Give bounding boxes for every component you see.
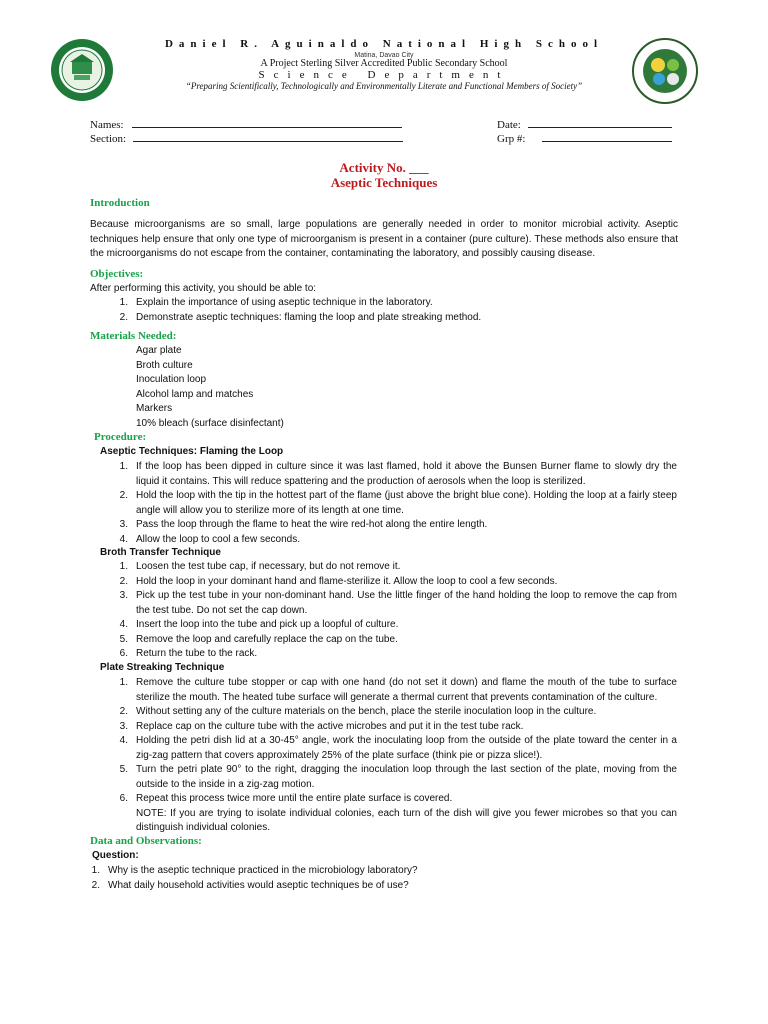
list-item: 1. Remove the culture tube stopper or cap with one hand (do not set it down) and flame the mouth of the tube to surface sterilize the mouth. The heated tube surface will generate a thermal current that prevents contamination of the culture. (119, 677, 677, 703)
school-accreditation: A Project Sterling Silver Accredited Public Secondary School (260, 58, 508, 69)
question-label: Question: (92, 850, 139, 861)
list-item: 2. What daily household activities would aseptic techniques be of use? (91, 879, 409, 891)
questions-list (91, 864, 668, 893)
activity-title: Aseptic Techniques (330, 175, 438, 190)
date-field[interactable] (497, 118, 672, 131)
flaming-subheading: Aseptic Techniques: Flaming the Loop (100, 446, 284, 457)
plate-steps (119, 676, 677, 836)
school-city: Matina, Davao City (354, 52, 414, 59)
list-item: 6. Return the tube to the rack. (119, 648, 258, 659)
list-item: 2. Without setting any of the culture materials on the bench, place the sterile inoculation loop in the culture. (119, 706, 597, 717)
objectives-lead: After performing this activity, you should be able to: (90, 283, 317, 294)
list-item: 10% bleach (surface disinfectant) (136, 417, 284, 429)
group-line[interactable] (542, 132, 672, 142)
list-item: 5. Remove the loop and carefully replace the cap on the tube. (119, 633, 398, 645)
data-heading: Data and Observations: (90, 835, 202, 847)
list-item: 2. Demonstrate aseptic techniques: flaming the loop and plate streaking method. (119, 311, 482, 323)
introduction-heading: Introduction (90, 197, 150, 209)
group-field[interactable] (497, 132, 672, 145)
list-item: Agar plate (136, 345, 182, 356)
broth-subheading: Broth Transfer Technique (100, 547, 221, 558)
list-item: 3. Pick up the test tube in your non-dominant hand. Use the little finger of the hand holding the loop to remove the cap from the test tube. Do not set the cap down. (119, 590, 677, 616)
list-item: 4. Allow the loop to cool a few seconds. (119, 533, 300, 545)
broth-steps (119, 560, 677, 662)
materials-heading: Materials Needed: (90, 330, 177, 342)
department-name: Science Department (258, 69, 510, 81)
school-motto: “Preparing Scientifically, Technologically and Environmentally Literate and Functional Members of Society” (185, 81, 583, 91)
list-item: Markers (136, 403, 173, 414)
list-item: 4. Holding the petri dish lid at a 30-45° angle, work the inoculating loop from the outside of the plate toward the center in a zig-zag pattern that covers approximately 25% of the plate surface (think pie or pizza slice!). (119, 735, 677, 761)
list-item: 3. Pass the loop through the flame to heat the wire red-hot along the entire length. (119, 519, 488, 530)
group-label: Grp #: (497, 133, 526, 145)
list-item: Inoculation loop (136, 374, 207, 385)
introduction-text: Because microorganisms are so small, large populations are generally needed in order to monitor microbial activity. Aseptic techniques help ensure that only one type of microorganism is present in a container (pure culture). These methods also ensure that the microorganisms do not escape from the container, contaminating the laboratory, and possibly causing disease. (90, 219, 678, 259)
list-item: 2. Hold the loop with the tip in the hottest part of the flame (just above the bright blue cone). Holding the loop at a fairly steep angle will allow you to sterilize more of its length at one time. (119, 490, 677, 516)
date-line[interactable] (528, 118, 672, 128)
names-field[interactable] (90, 118, 402, 131)
list-item: 1. Loosen the test tube cap, if necessary, but do not remove it. (119, 561, 401, 572)
list-item: 6. Repeat this process twice more until the entire plate surface is covered. (119, 793, 453, 804)
list-item: 3. Replace cap on the culture tube with the active microbes and put it in the test tube rack. (119, 720, 524, 732)
plate-subheading: Plate Streaking Technique (100, 662, 225, 673)
objectives-list (119, 296, 676, 325)
list-item: 5. Turn the petri plate 90° to the right, dragging the inoculation loop through the last section of the plate, moving from the outside to the inside in a zig-zag motion. (119, 764, 677, 790)
date-label: Date: (497, 119, 521, 131)
activity-number: Activity No. ___ (339, 160, 429, 175)
materials-list (136, 344, 284, 431)
list-item: 1. If the loop has been dipped in culture since it was last flamed, hold it above the Bunsen Burner flame to slowly dry the liquid it contains. This will reduce spattering and the production of aerosols when the loop is sterilized. (119, 461, 677, 487)
list-item: 4. Insert the loop into the tube and pick up a loopful of culture. (119, 619, 399, 630)
section-label: Section: (90, 133, 127, 145)
names-label: Names: (90, 119, 124, 131)
names-line[interactable] (132, 118, 402, 128)
list-item: Broth culture (136, 359, 193, 371)
plate-note: NOTE: If you are trying to isolate individual colonies, each turn of the dish will give you fewer microbes so that you can distinguish individual colonies. (136, 807, 677, 833)
objectives-heading: Objectives: (90, 268, 144, 280)
list-item: Alcohol lamp and matches (136, 388, 254, 400)
list-item: 1. Explain the importance of using aseptic technique in the laboratory. (119, 297, 433, 308)
section-field[interactable] (90, 132, 403, 145)
list-item: 2. Hold the loop in your dominant hand and flame-sterilize it. Allow the loop to cool a few seconds. (119, 575, 558, 587)
flaming-steps (119, 460, 677, 547)
section-line[interactable] (133, 132, 403, 142)
school-name: Daniel R. Aguinaldo National High School (164, 38, 604, 50)
list-item: 1. Why is the aseptic technique practiced in the microbiology laboratory? (91, 865, 418, 876)
procedure-heading: Procedure: (94, 431, 147, 443)
